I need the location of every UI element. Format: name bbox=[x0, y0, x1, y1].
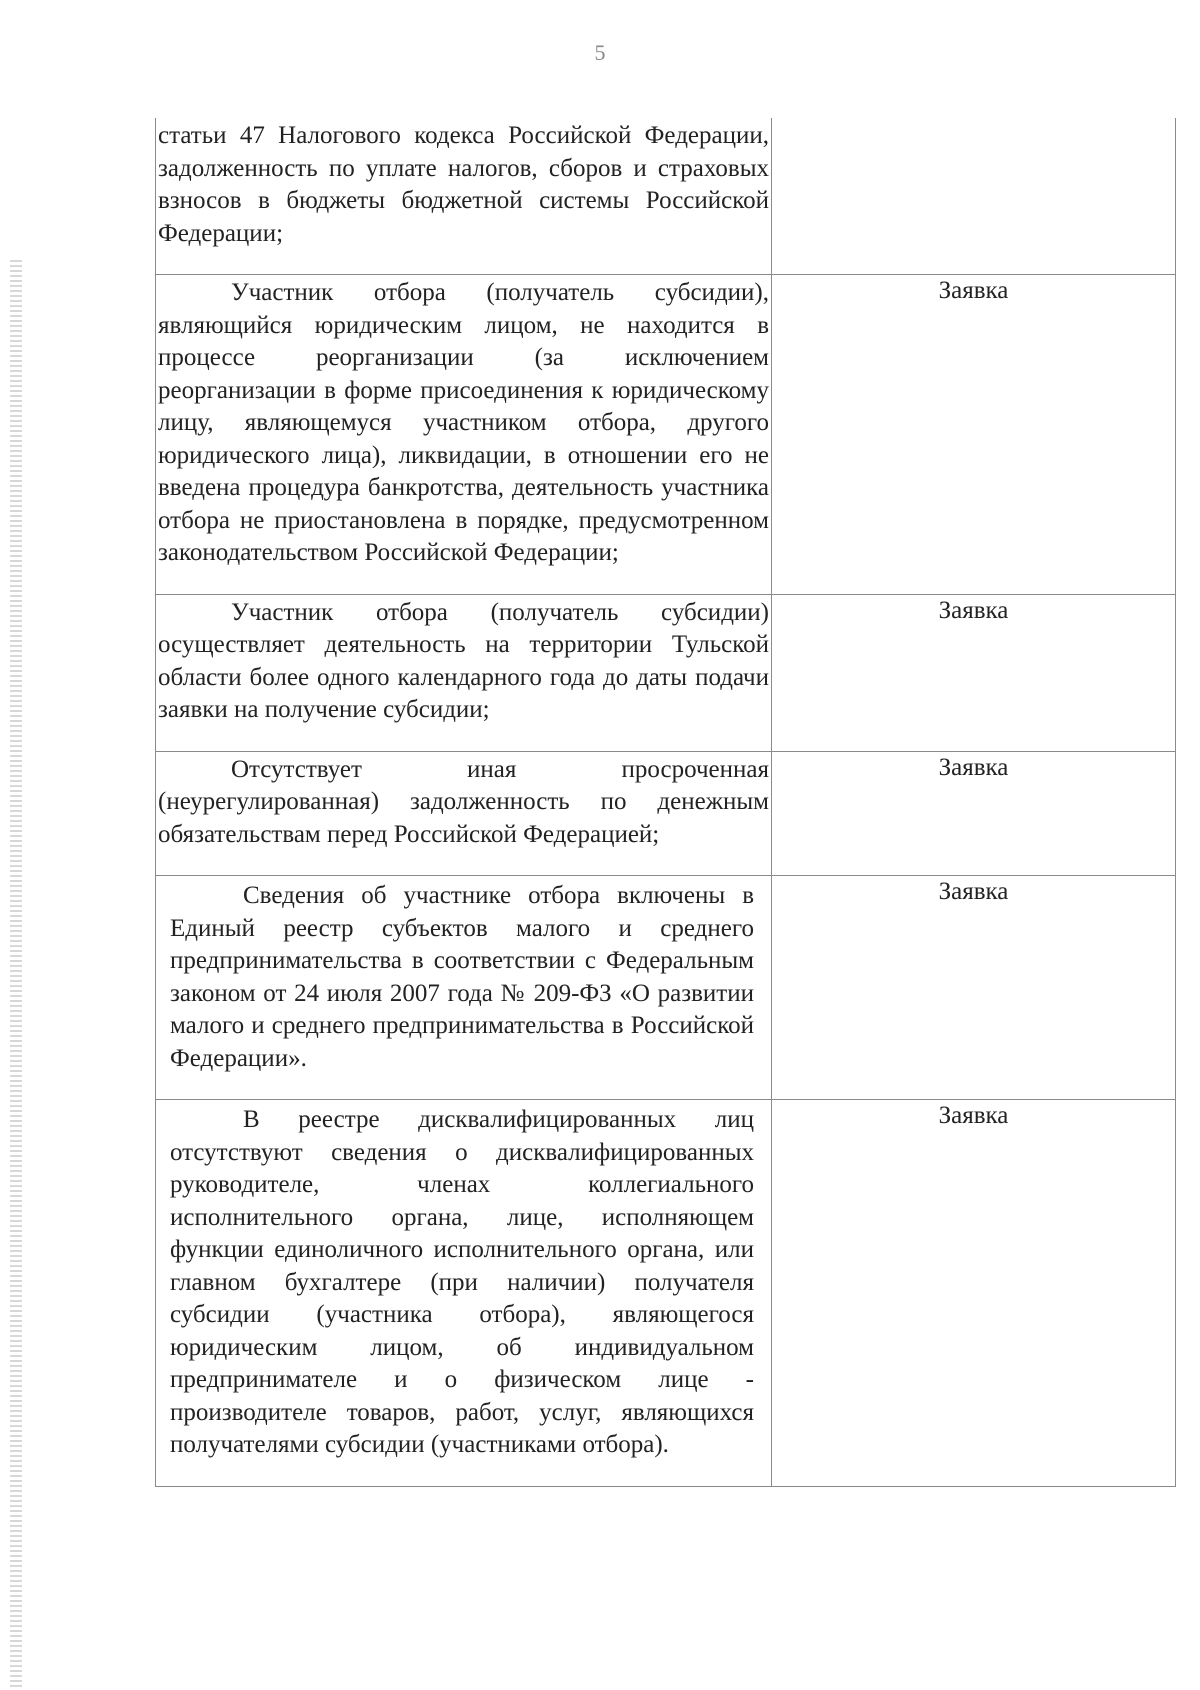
table-row bbox=[156, 751, 1176, 876]
document-cell bbox=[772, 876, 1176, 1100]
document-cell bbox=[772, 1100, 1176, 1487]
table-row bbox=[156, 275, 1176, 595]
condition-cell bbox=[156, 1100, 772, 1487]
condition-cell bbox=[156, 275, 772, 595]
document-text: Заявка bbox=[938, 277, 1009, 304]
condition-cell bbox=[156, 876, 772, 1100]
table-row bbox=[156, 594, 1176, 751]
table-row bbox=[156, 1100, 1176, 1487]
condition-text: В реестре дисквалифицированных лиц отсутствуют сведения о дисквалифицированных руководителе, членах коллегиального исполнительного органа, лице, исполняющем функции единоличного исполнительного органа, или главном бухгалтере (при наличии) получателя субсидии (участника отбора), являющегося юридическим лицом, об индивидуальном предпринимателе и о физическом лице - производителе товаров, работ, услуг, являющихся получателями субсидии (участниками отбора). bbox=[170, 1106, 754, 1458]
condition-text: статьи 47 Налогового кодекса Российской Федерации, задолженность по уплате налогов, сборов и страховых взносов в бюджеты бюджетной системы Российской Федерации; bbox=[158, 122, 769, 247]
condition-cell bbox=[156, 118, 772, 275]
document-text: Заявка bbox=[938, 753, 1009, 781]
condition-text: Отсутствует иная просроченная (неурегулированная) задолженность по денежным обязательствам перед Российской Федерацией; bbox=[158, 755, 769, 848]
document-text: Заявка bbox=[938, 1102, 1009, 1129]
scan-edge-artifact bbox=[10, 260, 22, 1690]
requirements-table bbox=[155, 118, 1176, 1487]
condition-text: Участник отбора (получатель субсидии), являющийся юридическим лицом, не находится в процессе реорганизации (за исключением реорганизации в форме присоединения к юридическому лицу, являющемуся участником отбора, другого юридического лица), ликвидации, в отношении его не введена процедура банкротства, деятельность участника отбора не приостановлена в порядке, предусмотренном законодательством Российской Федерации; bbox=[158, 279, 769, 566]
table-row bbox=[156, 876, 1176, 1100]
document-cell bbox=[772, 594, 1176, 751]
document-text: Заявка bbox=[938, 878, 1009, 905]
document-cell bbox=[772, 118, 1176, 275]
condition-text: Участник отбора (получатель субсидии) осуществляет деятельность на территории Тульской области более одного календарного года до даты подачи заявки на получение субсидии; bbox=[158, 598, 769, 723]
condition-cell bbox=[156, 751, 772, 876]
condition-cell bbox=[156, 594, 772, 751]
condition-text: Сведения об участнике отбора включены в Единый реестр субъектов малого и среднего предпринимательства в соответствии с Федеральным законом от 24 июля 2007 года № 209-ФЗ «О развитии малого и среднего предпринимательства в Российской Федерации». bbox=[170, 882, 754, 1072]
document-cell bbox=[772, 275, 1176, 595]
document-cell bbox=[772, 751, 1176, 876]
page-number: 5 bbox=[594, 40, 606, 65]
document-text: Заявка bbox=[938, 596, 1009, 624]
table-row bbox=[156, 118, 1176, 275]
